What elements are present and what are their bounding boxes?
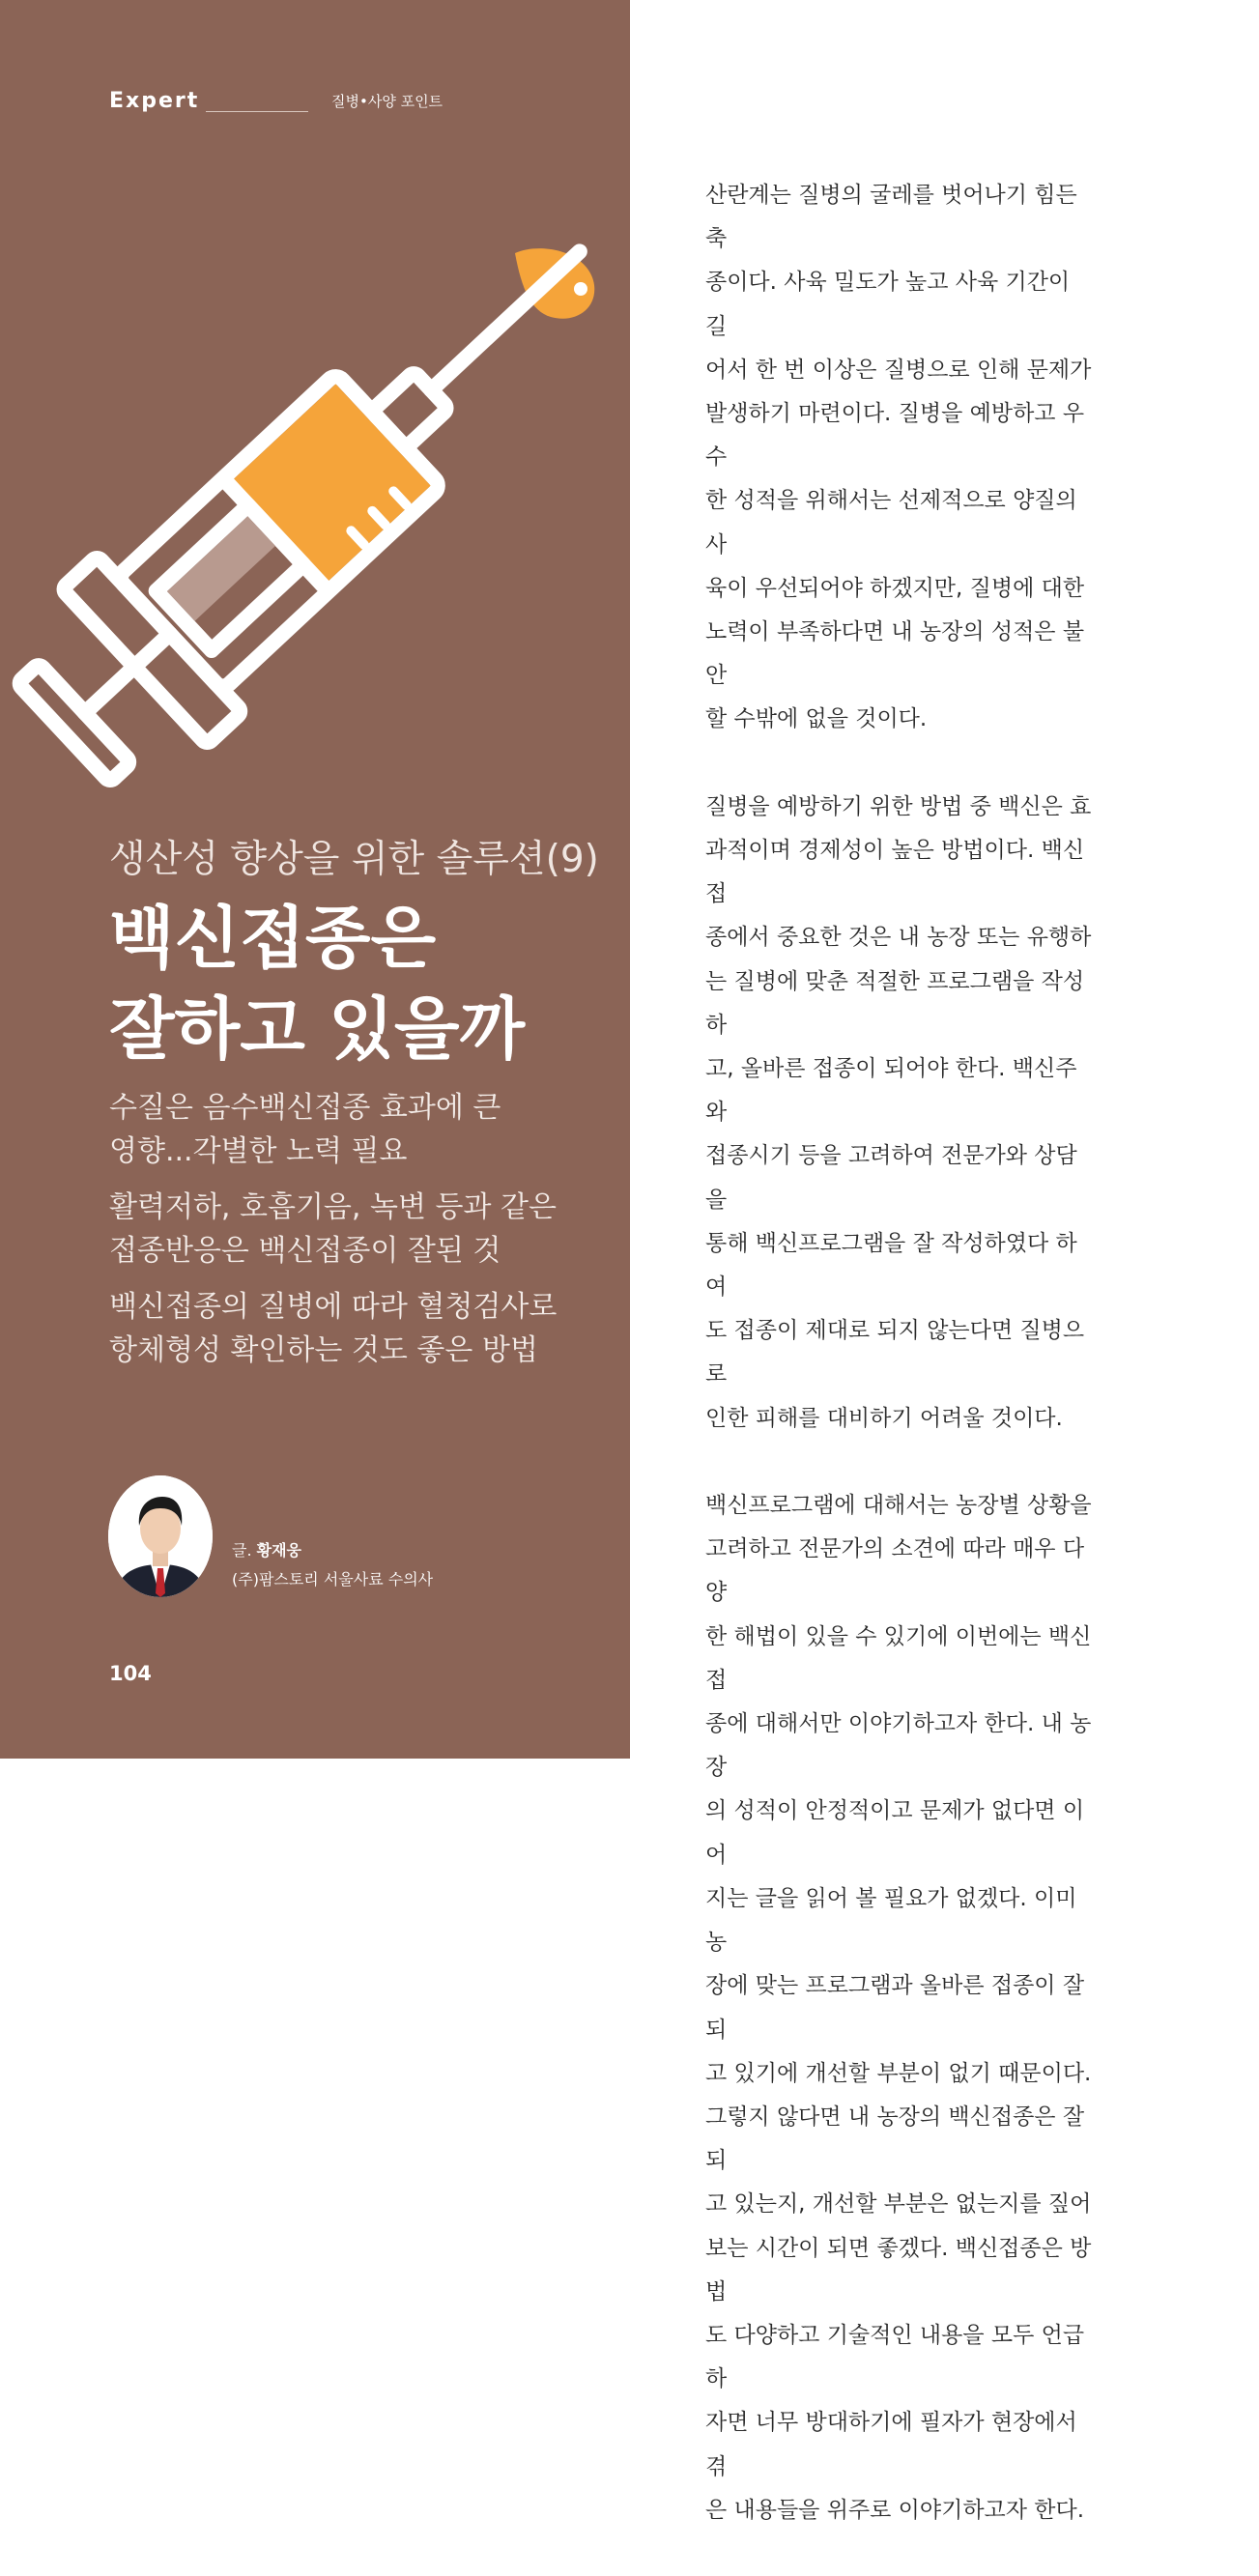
page-number: 104 — [109, 1662, 152, 1685]
drop-highlight — [574, 282, 587, 296]
author-name: 황재웅 — [256, 1541, 302, 1560]
summary-point: 수질은 음수백신접종 효과에 큰 영향...각별한 노력 필요 — [109, 1091, 501, 1168]
label-divider — [206, 111, 308, 112]
author-affiliation: (주)팜스토리 서울사료 수의사 — [232, 1570, 434, 1589]
series-title: 생산성 향상을 위한 솔루션(9) — [109, 838, 599, 881]
headline-line-2: 잘하고 있을까 — [109, 989, 526, 1069]
author-prefix: 글. — [232, 1541, 257, 1560]
summary-points — [109, 1086, 612, 1385]
summary-point: 활력저하, 호흡기음, 녹변 등과 같은 접종반응은 백신접종이 잘된 것 — [109, 1190, 557, 1268]
body-paragraph: 질병을 예방하기 위한 방법 중 백신은 효 과적이며 경제성이 높은 방법이다. 백신접 종에서 중요한 것은 내 농장 또는 유행하 는 질병에 맞춘 적절한 프로그램을 작성하 고, 올바른 접종이 되어야 한다. 백신주와 접종시기 등을 고려하여 전문가와 상담을 통해 백신프로그램을 잘 작성하였다 하여 도 접종이 제대로 되지 않는다면 질병으로 인한 피해를 대비하기 어려울 것이다. — [705, 793, 1092, 1431]
left-panel — [0, 0, 630, 1759]
author-byline — [232, 1538, 301, 1560]
summary-point: 백신접종의 질병에 따라 혈청검사로 항체형성 확인하는 것도 좋은 방법 — [109, 1290, 558, 1367]
author-photo — [108, 1475, 213, 1597]
body-paragraph: 산란계는 질병의 굴레를 벗어나기 힘든 축 종이다. 사육 밀도가 높고 사육 기간이 길 어서 한 번 이상은 질병으로 인해 문제가 발생하기 마련이다. 질병을 예방하고 우수 한 성적을 위해서는 선제적으로 양질의 사 육이 우선되어야 하겠지만, 질병에 대한 노력이 부족하다면 내 농장의 성적은 불안 할 수밖에 없을 것이다. — [705, 183, 1092, 732]
headline-line-1: 백신접종은 — [109, 899, 437, 978]
article-headline — [109, 893, 525, 1074]
body-paragraph: 백신프로그램에 대해서는 농장별 상황을 고려하고 전문가의 소견에 따라 매우 다양 한 해법이 있을 수 있기에 이번에는 백신접 종에 대해서만 이야기하고자 한다. 내 농장 의 성적이 안정적이고 문제가 없다면 이어 지는 글을 읽어 볼 필요가 없겠다. 이미 농 장에 맞는 프로그램과 올바른 접종이 잘 되 고 있기에 개선할 부분이 없기 때문이다. 그렇지 않다면 내 농장의 백신접종은 잘 되 고 있는지, 개선할 부분은 없는지를 짚어 보는 시간이 되면 좋겠다. 백신접종은 방법 도 다양하고 기술적인 내용을 모두 언급하 자면 너무 방대하기에 필자가 현장에서 겪 은 내용들을 위주로 이야기하고자 한다. — [705, 1493, 1092, 2523]
syringe-icon — [0, 232, 630, 831]
article-body — [705, 174, 1092, 2576]
section-label: Expert — [109, 89, 200, 113]
category-label: 질병•사양 포인트 — [331, 93, 444, 110]
